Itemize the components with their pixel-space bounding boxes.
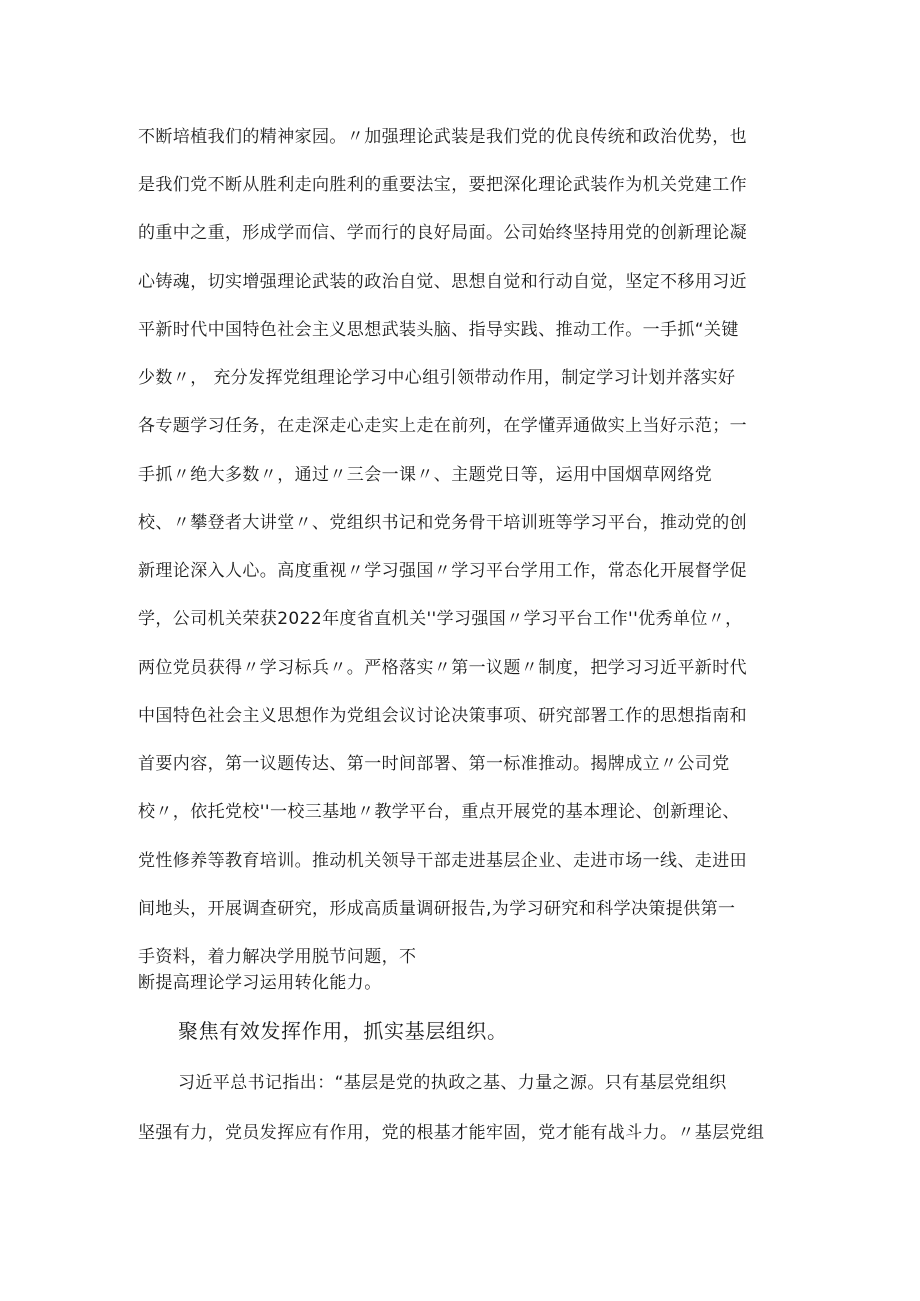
paragraph-line: 校〃，依托党校''一校三基地〃教学平台，重点开展党的基本理论、创新理论、 xyxy=(138,802,740,822)
paragraph-line: 新理论深入人心。高度重视〃学习强国〃学习平台学用工作，常态化开展督学促 xyxy=(138,561,747,581)
paragraph-line: 断提高理论学习运用转化能力。 xyxy=(138,973,382,993)
paragraph-line: 手资料，着力解决学用脱节问题，不 xyxy=(138,947,417,967)
paragraph-line: 手抓〃绝大多数〃，通过〃三会一课〃、主题党日等，运用中国烟草网络党 xyxy=(138,465,713,485)
paragraph-line: 党性修养等教育培训。推动机关领导干部走进基层企业、走进市场一线、走进田 xyxy=(138,851,747,871)
paragraph-line: 坚强有力，党员发挥应有作用，党的根基才能牢固，党才能有战斗力。〃基层党组 xyxy=(138,1123,765,1143)
paragraph-line: 校、〃攀登者大讲堂〃、党组织书记和党务骨干培训班等学习平台，推动党的创 xyxy=(138,513,747,533)
paragraph-line: 习近平总书记指出：“基层是党的执政之基、力量之源。只有基层党组织 xyxy=(178,1073,727,1093)
paragraph-line: 不断培植我们的精神家园。〃加强理论武装是我们党的优良传统和政治优势，也 xyxy=(138,127,747,147)
paragraph-line: 各专题学习任务，在走深走心走实上走在前列，在学懂弄通做实上当好示范；一 xyxy=(138,416,747,436)
paragraph-line: 间地头，开展调查研究，形成高质量调研报告,为学习研究和科学决策提供第一 xyxy=(138,899,736,919)
paragraph-line: 学，公司机关荣获2022年度省直机关''学习强国〃学习平台工作''优秀单位〃， xyxy=(138,609,743,629)
paragraph-line: 中国特色社会主义思想作为党组会议讨论决策事项、研究部署工作的思想指南和 xyxy=(138,706,747,726)
paragraph-line: 心铸魂，切实增强理论武装的政治自觉、思想自觉和行动自觉，坚定不移用习近 xyxy=(138,272,747,292)
paragraph-line: 首要内容，第一议题传达、第一时间部署、第一标准推动。揭牌成立〃公司党 xyxy=(138,754,730,774)
section-heading: 聚焦有效发挥作用，抓实基层组织。 xyxy=(178,1019,508,1043)
paragraph-line: 的重中之重，形成学而信、学而行的良好局面。公司始终坚持用党的创新理论凝 xyxy=(138,223,747,243)
paragraph-line: 是我们党不断从胜利走向胜利的重要法宝，要把深化理论武装作为机关党建工作 xyxy=(138,175,747,195)
paragraph-line: 少数〃， 充分发挥党组理论学习中心组引领带动作用，制定学习计划并落实好 xyxy=(138,368,736,388)
paragraph-line: 两位党员获得〃学习标兵〃。严格落实〃第一议题〃制度，把学习习近平新时代 xyxy=(138,658,747,678)
paragraph-line: 平新时代中国特色社会主义思想武装头脑、指导实践、推动工作。一手抓“关键 xyxy=(138,320,739,340)
